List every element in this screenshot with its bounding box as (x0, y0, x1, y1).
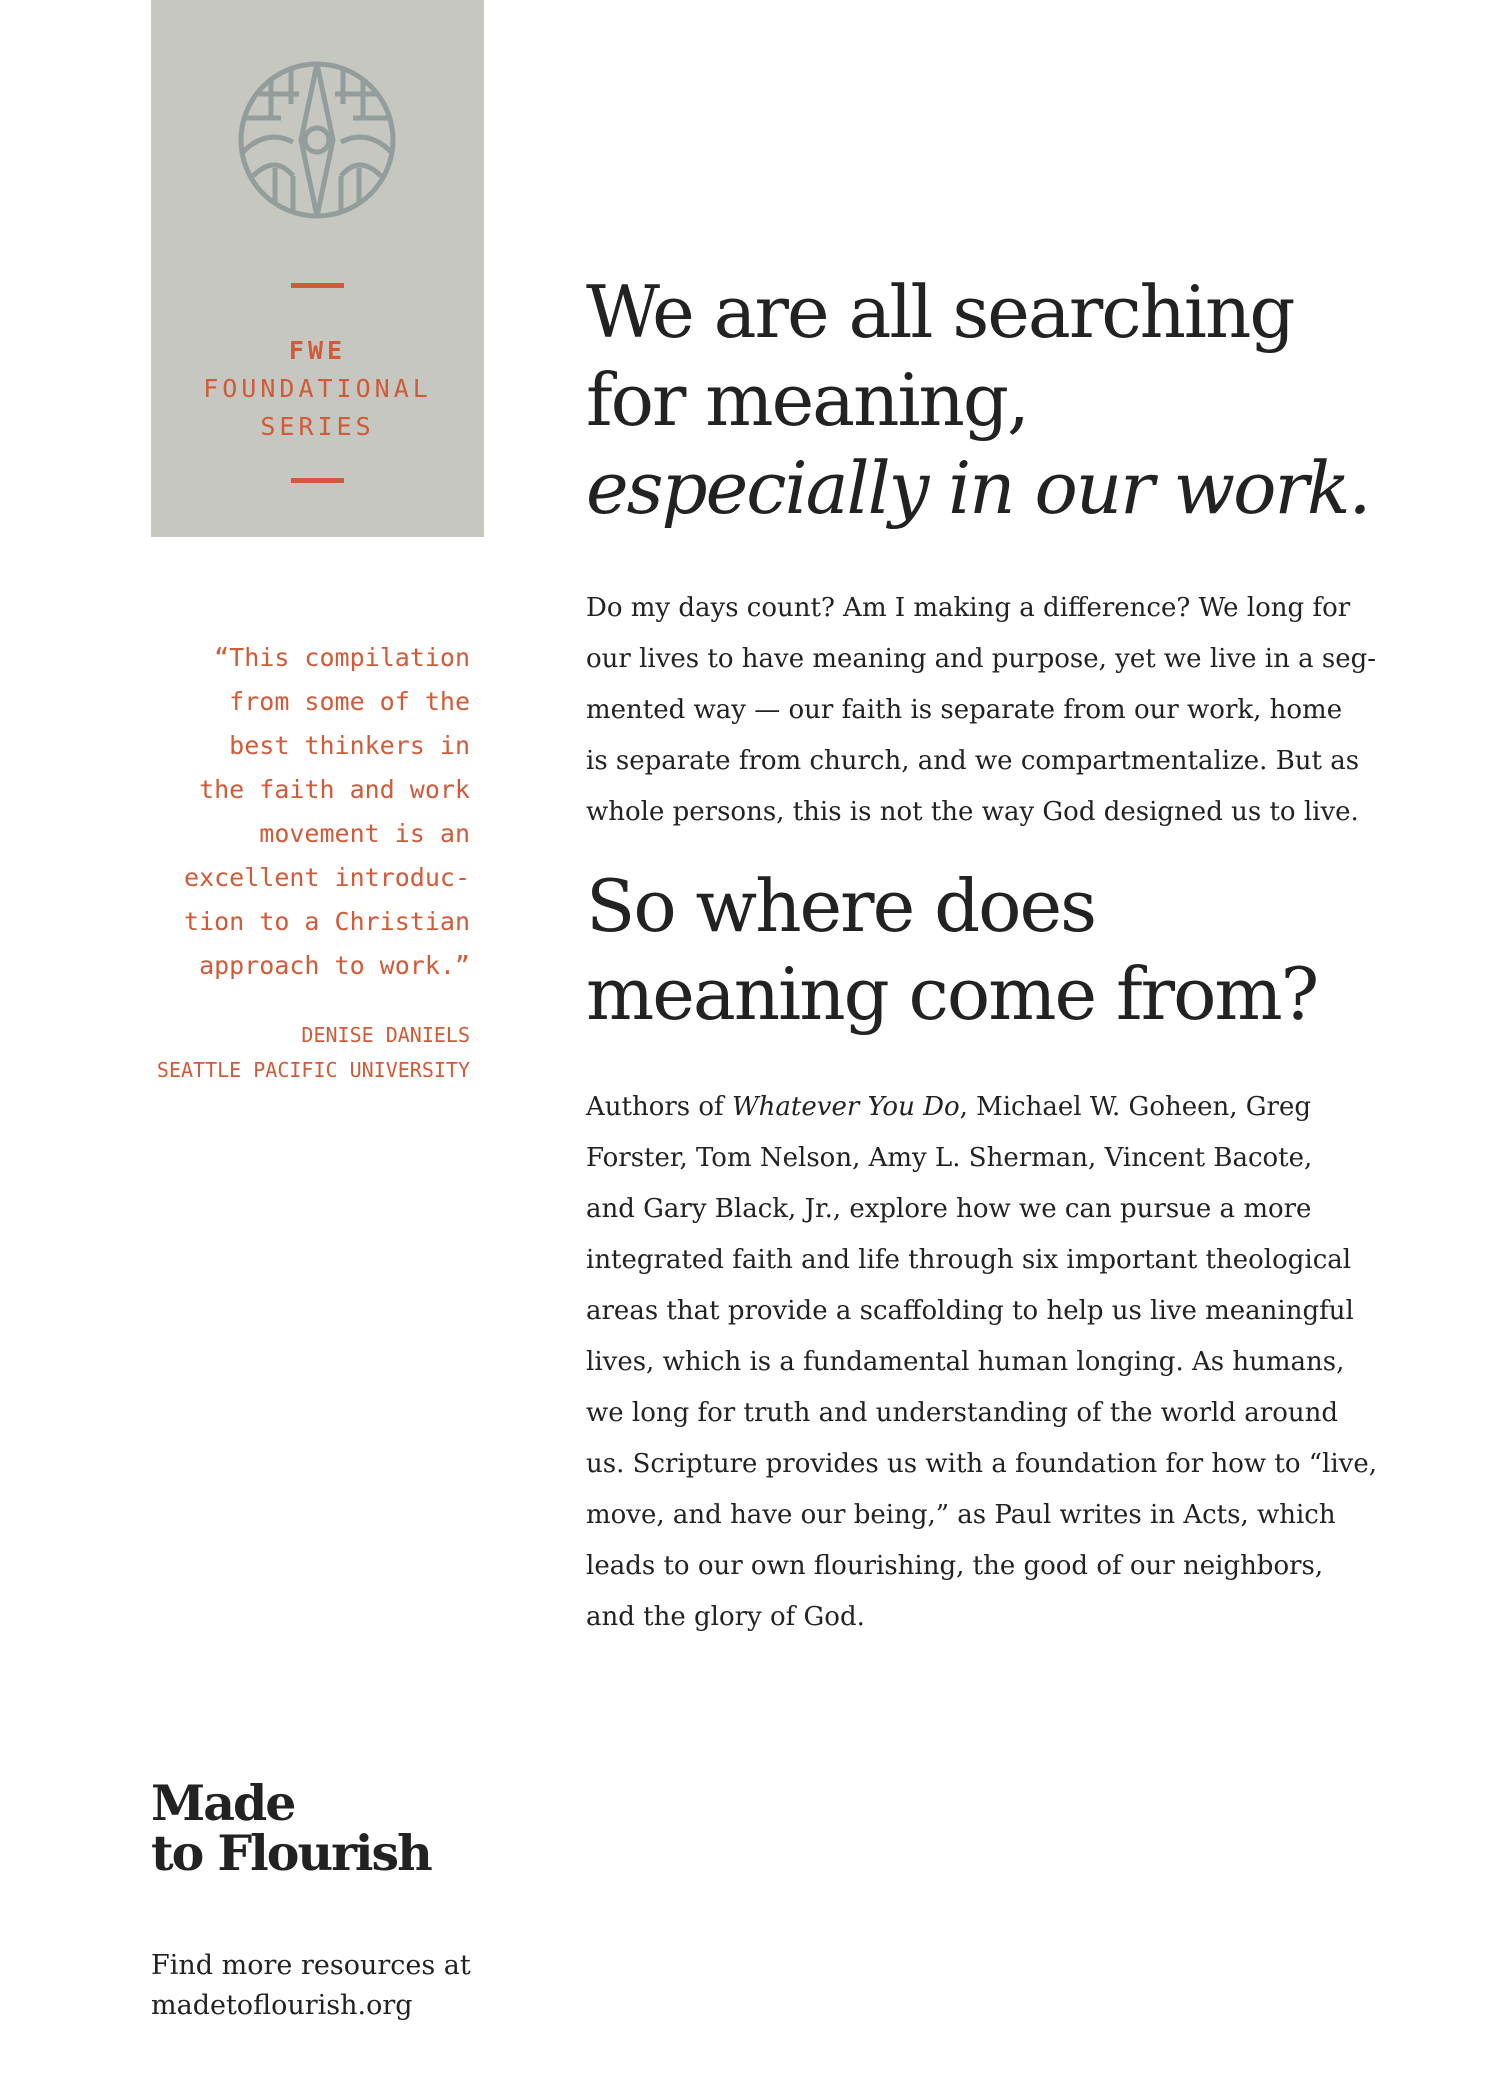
paragraph-line: mented way — our faith is separate from our work, home (586, 695, 1343, 725)
book-title: Whatever You Do (731, 1092, 960, 1122)
quote-line: best thinkers in (229, 731, 470, 760)
quote-line: movement is an (259, 819, 470, 848)
headline-line: for meaning, (586, 358, 1028, 442)
headline-line: We are all searching (586, 270, 1294, 354)
paragraph-line: Do my days count? Am I making a difference? We long for (586, 593, 1351, 623)
paragraph-line: us. Scripture provides us with a foundation for how to “live, (586, 1449, 1378, 1479)
paragraph-line: whole persons, this is not the way God designed us to live. (586, 797, 1359, 827)
series-label-fwe: FWE (288, 336, 347, 365)
quote-author: DENISE DANIELS (301, 1023, 470, 1047)
quote-affiliation: SEATTLE PACIFIC UNIVERSITY (156, 1058, 470, 1082)
brand-line: Made (151, 1774, 295, 1832)
quote-line: “This compilation (214, 643, 470, 672)
series-label-foundational: FOUNDATIONAL (203, 374, 432, 403)
main-headline (586, 268, 1369, 532)
paragraph-line: leads to our own flourishing, the good of our neighbors, (586, 1551, 1324, 1581)
series-rule-top (291, 283, 344, 288)
headline-line: So where does (586, 864, 1096, 948)
resources-text: Find more resources at (151, 1950, 471, 1981)
quote-line: approach to work.” (199, 951, 470, 980)
paragraph-line: and Gary Black, Jr., explore how we can pursue a more (586, 1194, 1312, 1224)
resources-note (151, 1946, 471, 2026)
series-rule-bottom (291, 478, 344, 483)
headline-italic-line: especially in our work. (586, 446, 1370, 530)
paragraph-line: Forster, Tom Nelson, Amy L. Sherman, Vincent Bacote, (586, 1143, 1313, 1173)
intro-paragraph (586, 583, 1377, 838)
paragraph-line: move, and have our being,” as Paul writes in Acts, which (586, 1500, 1336, 1530)
headline-line: meaning come from? (586, 952, 1318, 1036)
paragraph-line: lives, which is a fundamental human longing. As humans, (586, 1347, 1345, 1377)
quote-line: from some of the (229, 687, 470, 716)
paragraph-line: and the glory of God. (586, 1602, 865, 1632)
brand-line: to Flourish (151, 1824, 431, 1882)
paragraph-line: we long for truth and understanding of the world around (586, 1398, 1338, 1428)
paragraph-text: Authors of (586, 1092, 732, 1122)
quote-line: the faith and work (199, 775, 470, 804)
pull-quote (140, 636, 470, 988)
paragraph-line: our lives to have meaning and purpose, yet we live in a seg- (586, 644, 1377, 674)
paragraph-line (586, 1082, 1370, 1133)
quote-line: excellent introduc- (184, 863, 470, 892)
paragraph-line: is separate from church, and we compartmentalize. But as (586, 746, 1360, 776)
made-to-flourish-logo (151, 1774, 431, 1882)
resources-url: madetoflourish.org (151, 1990, 413, 2021)
compass-cross-emblem-icon (235, 58, 399, 222)
authors-paragraph (586, 1082, 1378, 1643)
series-label-series: SERIES (260, 412, 375, 441)
paragraph-text: , Michael W. Goheen, Greg (959, 1092, 1311, 1122)
quote-attribution (120, 1018, 470, 1088)
quote-line: tion to a Christian (184, 907, 470, 936)
paragraph-line: areas that provide a scaffolding to help us live meaningful (586, 1296, 1354, 1326)
paragraph-line: integrated faith and life through six important theological (586, 1245, 1352, 1275)
series-panel (151, 0, 484, 537)
section-headline (586, 862, 1317, 1038)
